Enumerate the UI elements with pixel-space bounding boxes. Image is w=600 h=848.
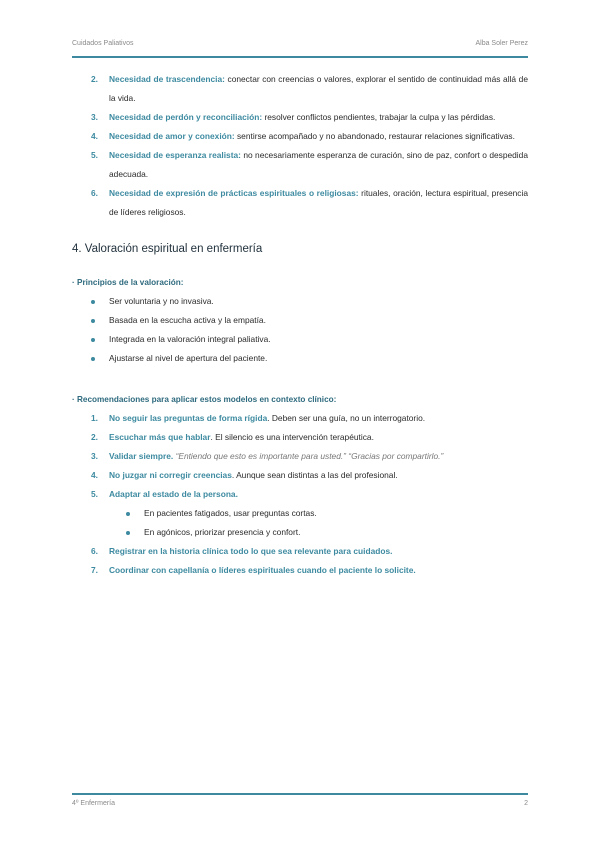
list-item: 2. Necesidad de trascendencia: conectar con creencias o valores, explorar el sentido de continuidad más allá de la vida.	[91, 74, 528, 103]
footer-left: 4º Enfermería	[72, 800, 116, 807]
principles-list	[72, 292, 528, 368]
bullet-icon	[72, 504, 144, 523]
header-left: Cuidados Paliativos	[72, 40, 134, 47]
list-item: 6. Necesidad de expresión de prácticas espirituales o religiosas: rituales, oración, lectura espiritual, presencia de líderes religiosos.	[91, 188, 528, 217]
page-content	[72, 70, 528, 580]
list-item: 5. Necesidad de esperanza realista: no necesariamente esperanza de curación, sino de paz, confort o despedida adecuada.	[91, 150, 528, 179]
nested-list	[72, 504, 528, 542]
list-item: En pacientes fatigados, usar preguntas cortas.	[72, 504, 528, 523]
list-item: 3. Necesidad de perdón y reconciliación: resolver conflictos pendientes, trabajar la culpa y las pérdidas.	[91, 112, 496, 122]
footer-divider	[72, 793, 528, 795]
header-right: Alba Soler Perez	[475, 40, 528, 47]
list-item: 3. Validar siempre. “Entiendo que esto es importante para usted.” “Gracias por compartirlo.”	[91, 451, 444, 461]
principles-heading: · Principios de la valoración:	[72, 278, 184, 287]
list-item: 1. No seguir las preguntas de forma rígida. Deben ser una guía, no un interrogatorio.	[91, 413, 426, 423]
bullet-icon	[72, 330, 109, 349]
list-item: 4. Necesidad de amor y conexión: sentirse acompañado y no abandonado, restaurar relaciones significativas.	[91, 131, 515, 141]
list-item: Ajustarse al nivel de apertura del paciente.	[72, 349, 528, 368]
page-footer	[72, 800, 528, 807]
list-item: 7. Coordinar con capellanía o líderes espirituales cuando el paciente lo solicite.	[91, 565, 416, 575]
list-item: 2. Escuchar más que hablar. El silencio es una intervención terapéutica.	[91, 432, 374, 442]
list-item: Basada en la escucha activa y la empatía.	[72, 311, 528, 330]
list-item: 4. No juzgar ni corregir creencias. Aunque sean distintas a las del profesional.	[91, 470, 398, 480]
recommendations-heading: · Recomendaciones para aplicar estos modelos en contexto clínico:	[72, 395, 337, 404]
bullet-icon	[72, 292, 109, 311]
page-header	[72, 40, 528, 52]
needs-list	[72, 70, 528, 222]
list-item: 5. Adaptar al estado de la persona.	[91, 489, 238, 499]
section-heading: 4. Valoración espiritual en enfermería	[72, 243, 263, 255]
list-item: Ser voluntaria y no invasiva.	[72, 292, 528, 311]
list-item: Integrada en la valoración integral paliativa.	[72, 330, 528, 349]
list-item: En agónicos, priorizar presencia y confort.	[72, 523, 528, 542]
header-divider	[72, 56, 528, 58]
page-number: 2	[524, 800, 528, 807]
bullet-icon	[72, 349, 109, 368]
list-item: 6. Registrar en la historia clínica todo lo que sea relevante para cuidados.	[91, 546, 393, 556]
recommendations-list	[72, 409, 528, 580]
bullet-icon	[72, 523, 144, 542]
bullet-icon	[72, 311, 109, 330]
